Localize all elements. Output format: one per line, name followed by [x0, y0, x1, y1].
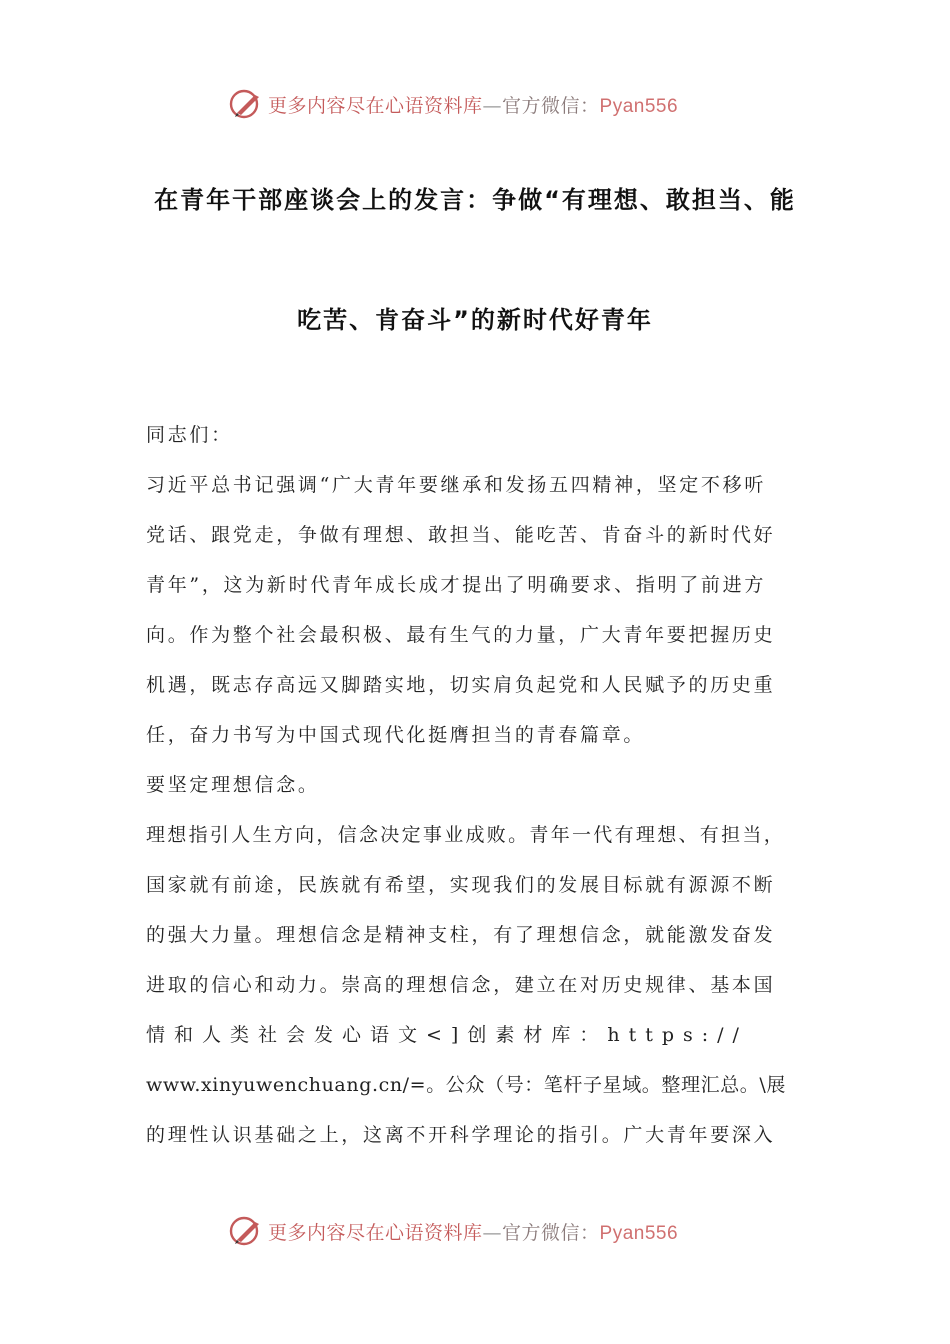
banner-separator: —	[482, 1221, 503, 1244]
document-title-line-1: 在青年干部座谈会上的发言：争做“有理想、敢担当、能	[154, 186, 796, 214]
header-watermark-banner	[228, 84, 748, 124]
paragraph-line: 的理性认识基础之上，这离不开科学理论的指引。广大青年要深入	[146, 1124, 776, 1146]
section-heading: 要坚定理想信念。	[146, 774, 320, 796]
paragraph-line: 青年”，这为新时代青年成长成才提出了明确要求、指明了前进方	[146, 574, 767, 596]
paragraph-line: 习近平总书记强调“广大青年要继承和发扬五四精神，坚定不移听	[146, 474, 767, 496]
paragraph-line: 机遇，既志存高远又脚踏实地，切实肩负起党和人民赋予的历史重	[146, 674, 776, 696]
footer-watermark-banner	[228, 1211, 748, 1251]
paragraph-line-watermark-inline: 情和人类社会发心语文<]创素材库：https://	[146, 1024, 748, 1046]
paragraph-line: 党话、跟党走，争做有理想、敢担当、能吃苦、肯奋斗的新时代好	[146, 524, 776, 546]
document-title-line-2: 吃苦、肯奋斗”的新时代好青年	[297, 306, 653, 334]
banner-wechat-id: Pyan556	[599, 95, 679, 117]
banner-wechat-id: Pyan556	[599, 1222, 679, 1244]
paragraph-line: 进取的信心和动力。崇高的理想信念，建立在对历史规律、基本国	[146, 974, 776, 996]
paragraph-line: 向。作为整个社会最积极、最有生气的力量，广大青年要把握历史	[146, 624, 776, 646]
banner-wechat-label: 官方微信：	[502, 94, 600, 117]
paragraph-line: 任，奋力书写为中国式现代化挺膺担当的青春篇章。	[146, 724, 646, 746]
paragraph-line: 国家就有前途，民族就有希望，实现我们的发展目标就有源源不断	[146, 874, 776, 896]
banner-text: 更多内容尽在心语资料库	[268, 94, 483, 117]
pen-logo-icon	[228, 1213, 264, 1249]
paragraph-line: 的强大力量。理想信念是精神支柱，有了理想信念，就能激发奋发	[146, 924, 776, 946]
paragraph-line: 理想指引人生方向，信念决定事业成败。青年一代有理想、有担当，	[146, 824, 786, 846]
banner-wechat-label: 官方微信：	[502, 1221, 600, 1244]
paragraph-line-watermark-url: www.xinyuwenchuang.cn/=。公众（号：笔杆子星域。整理汇总。\展	[146, 1074, 787, 1096]
pen-logo-icon	[228, 86, 264, 122]
banner-separator: —	[482, 94, 503, 117]
salutation: 同志们：	[146, 424, 233, 446]
banner-text: 更多内容尽在心语资料库	[268, 1221, 483, 1244]
